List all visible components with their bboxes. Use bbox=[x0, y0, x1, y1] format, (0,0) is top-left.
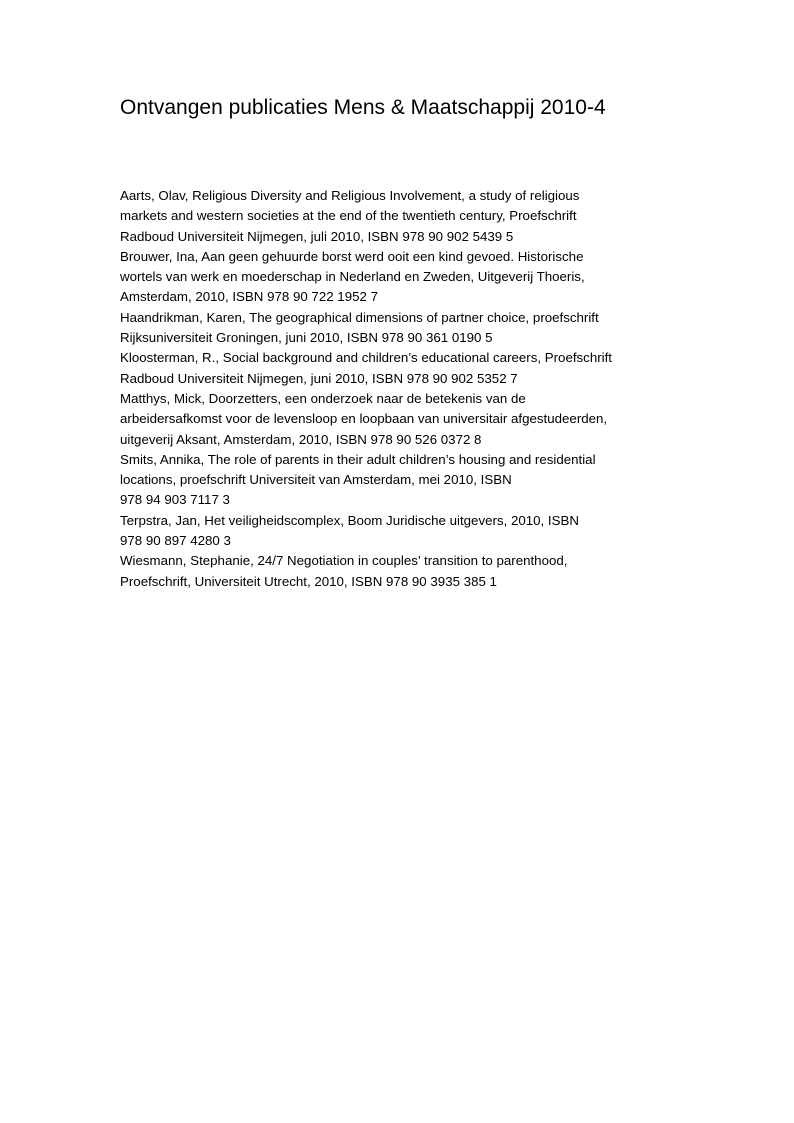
publication-entry-haandrikman bbox=[120, 308, 690, 349]
publication-line: Radboud Universiteit Nijmegen, juni 2010, ISBN 978 90 902 5352 7 bbox=[120, 370, 518, 386]
page-title: Ontvangen publicaties Mens & Maatschappij 2010-4 bbox=[120, 96, 606, 119]
publication-line: Radboud Universiteit Nijmegen, juli 2010, ISBN 978 90 902 5439 5 bbox=[120, 228, 514, 244]
publication-line: Proefschrift, Universiteit Utrecht, 2010, ISBN 978 90 3935 385 1 bbox=[120, 573, 497, 589]
publication-line: 978 90 897 4280 3 bbox=[120, 533, 231, 549]
publication-line: Brouwer, Ina, Aan geen gehuurde borst werd ooit een kind gevoed. Historische bbox=[120, 248, 584, 264]
publication-entry-smits bbox=[120, 450, 690, 511]
publication-line: markets and western societies at the end of the twentieth century, Proefschrift bbox=[120, 208, 577, 224]
publication-list bbox=[120, 186, 690, 592]
publication-entry-terpstra bbox=[120, 511, 690, 552]
publication-line: Wiesmann, Stephanie, 24/7 Negotiation in couples’ transition to parenthood, bbox=[120, 553, 568, 569]
publication-line: wortels van werk en moederschap in Nederland en Zweden, Uitgeverij Thoeris, bbox=[120, 269, 585, 285]
publication-entry-kloosterman bbox=[120, 348, 690, 389]
publication-entry-brouwer bbox=[120, 247, 690, 308]
publication-entry-aarts bbox=[120, 186, 690, 247]
publication-line: Terpstra, Jan, Het veiligheidscomplex, Boom Juridische uitgevers, 2010, ISBN bbox=[120, 512, 579, 528]
publication-line: Amsterdam, 2010, ISBN 978 90 722 1952 7 bbox=[120, 289, 378, 305]
publication-line: Haandrikman, Karen, The geographical dimensions of partner choice, proefschrift bbox=[120, 309, 599, 325]
publication-line: locations, proefschrift Universiteit van Amsterdam, mei 2010, ISBN bbox=[120, 472, 512, 488]
publication-line: Aarts, Olav, Religious Diversity and Religious Involvement, a study of religious bbox=[120, 188, 580, 203]
publication-entry-wiesmann bbox=[120, 551, 690, 592]
publication-line: arbeidersafkomst voor de levensloop en loopbaan van universitair afgestudeerden, bbox=[120, 411, 608, 427]
publication-line: Matthys, Mick, Doorzetters, een onderzoek naar de betekenis van de bbox=[120, 390, 526, 406]
publication-line: Smits, Annika, The role of parents in their adult children’s housing and residential bbox=[120, 451, 596, 467]
publication-entry-matthys bbox=[120, 389, 690, 450]
publication-line: Rijksuniversiteit Groningen, juni 2010, ISBN 978 90 361 0190 5 bbox=[120, 330, 493, 346]
publication-line: uitgeverij Aksant, Amsterdam, 2010, ISBN 978 90 526 0372 8 bbox=[120, 431, 482, 447]
publication-line: Kloosterman, R., Social background and children’s educational careers, Proefschrift bbox=[120, 350, 612, 366]
publication-line: 978 94 903 7117 3 bbox=[120, 492, 230, 508]
